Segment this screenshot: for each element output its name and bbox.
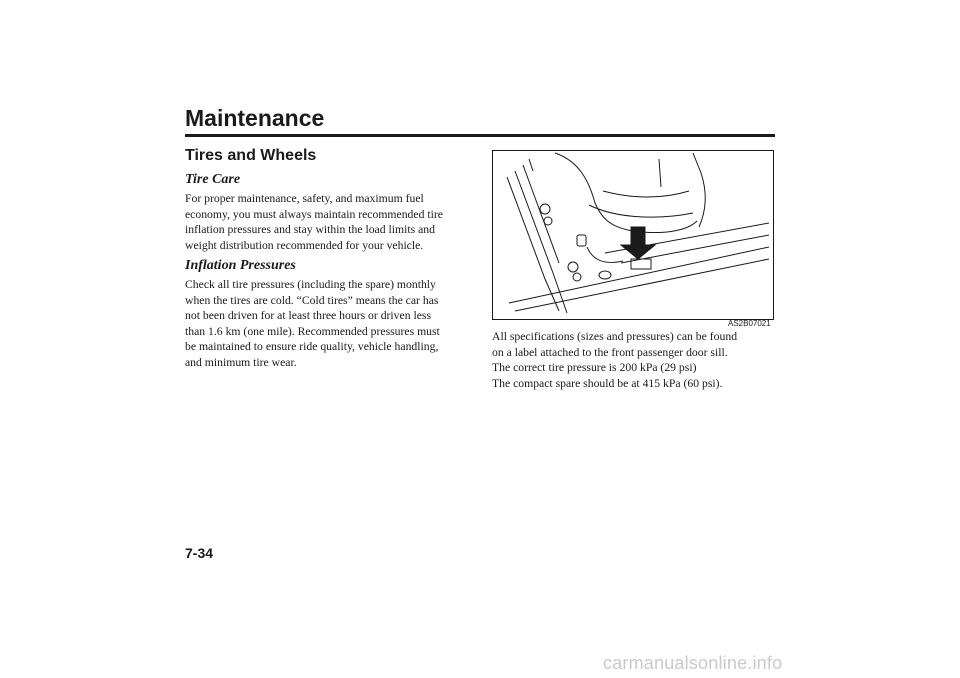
section-title: Tires and Wheels bbox=[185, 147, 317, 164]
left-column bbox=[185, 145, 470, 374]
tire-care-heading: Tire Care bbox=[185, 172, 241, 187]
page-number: 7-34 bbox=[185, 545, 214, 561]
inflation-pressures-heading: Inflation Pressures bbox=[185, 258, 296, 273]
tire-care-paragraph: For proper maintenance, safety, and maximum fuel economy, you must always maintain recommended tire inflation pressures and stay within the load limits and weight distribution recommended for your vehicle. bbox=[185, 192, 443, 252]
down-arrow-icon bbox=[621, 227, 655, 259]
title-divider bbox=[185, 134, 775, 137]
watermark: carmanualsonline.info bbox=[603, 653, 783, 673]
inflation-pressures-paragraph: Check all tire pressures (including the spare) monthly when the tires are cold. “Cold tires” means the car has not been driven for at least three hours or driven less than 1.6 km (one mile). Recommended pressures must be maintained to ensure ride quality, vehicle handling, and minimum tire wear. bbox=[185, 278, 440, 369]
door-sill-line-drawing bbox=[493, 151, 773, 319]
figure-code: AS2B07021 bbox=[728, 319, 771, 328]
page-title: Maintenance bbox=[185, 105, 325, 131]
door-sill-label-illustration bbox=[492, 150, 774, 320]
specifications-paragraph: All specifications (sizes and pressures) can be found on a label attached to the front passenger door sill. The correct tire pressure is 200 kPa (29 psi) The compact spare should be at 415 kPa (60 psi). bbox=[492, 330, 738, 390]
